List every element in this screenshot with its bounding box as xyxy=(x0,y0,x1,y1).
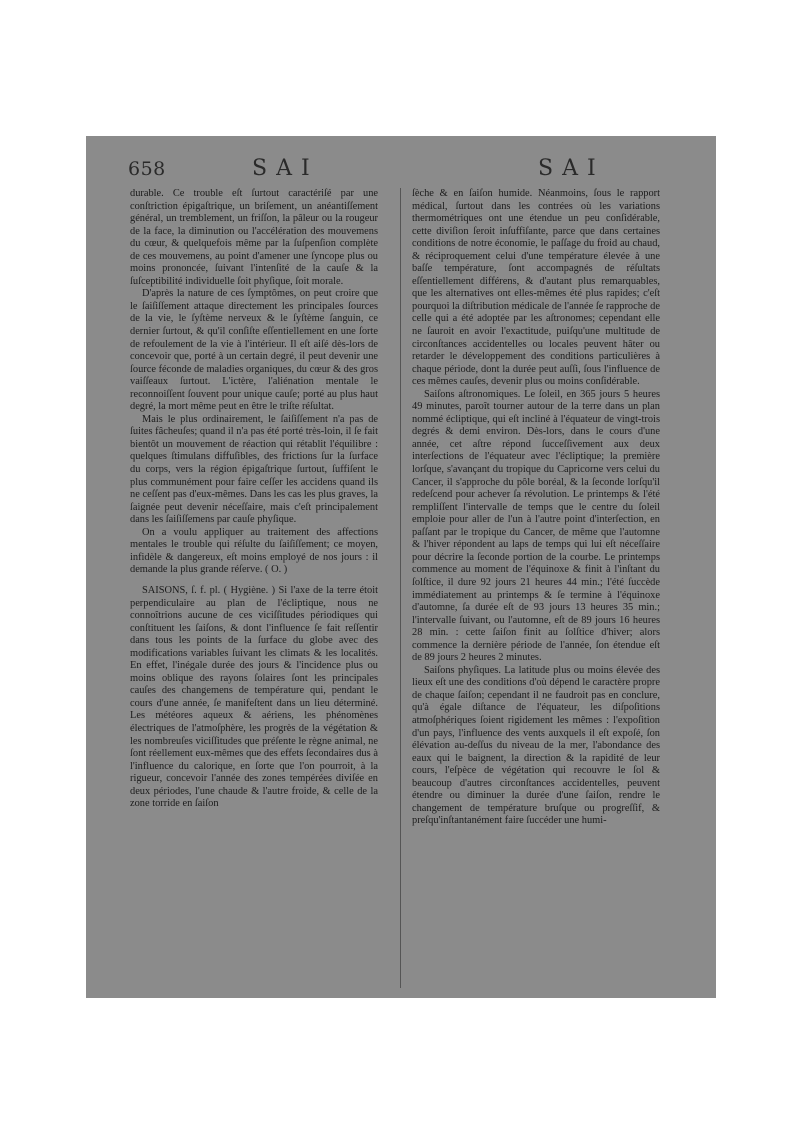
page-number: 658 xyxy=(128,158,166,180)
left-column xyxy=(130,188,378,988)
running-head-right: SAI xyxy=(538,156,605,181)
paragraph: Mais le plus ordinairement, le ſaiſiſſement n'a pas de ſuites fâcheuſes; quand il n'a pas été porté très-loin, il ſe fait bientôt un mouvement de réaction qui rétablit l'équilibre : quelques ſtimulans diffuſibles, des frictions ſur la ſurface du corps, vers la région épigaſtrique ſurtout, ſuffiſent le plus communément pour faire ceſſer les accidens quand ils ne ceſſent pas d'eux-mêmes. Dans les cas les plus graves, la ſaignée peut devenir néceſſaire, mais c'eſt principalement dans les ſaiſiſſemens par cauſe phyſique. xyxy=(130,413,378,526)
column-divider xyxy=(400,188,401,988)
paragraph-saisons-astronomiques: Saiſons aſtronomiques. Le ſoleil, en 365 jours 5 heures 49 minutes, paroît tourner autour de la terre dans un plan nommé écliptique, qui eſt incliné à l'équateur de vingt-trois degrés & demi environ. Dès-lors, dans le cours d'une année, cet aſtre répond ſucceſſivement aux deux interſections de l'équateur avec l'écliptique; la première lorſque, s'avançant du tropique du Capricorne vers celui du Cancer, il s'approche du pôle boréal, & la ſeconde lorſqu'il redeſcend pour achever ſa révolution. Le printemps & l'été rempliſſent l'intervalle de temps que le centre du ſoleil emploie pour aller de l'un à l'autre point d'interſection, en paſſant par le tropique du Cancer, de même que l'automne & l'hiver répondent au laps de temps qui lui eſt néceſſaire pour décrire la ſeconde portion de la courbe. Le printemps commence au moment de l'équinoxe & finit à l'inſtant du ſolſtice, il dure 92 jours 21 heures 44 min.; l'été ſuccède immédiatement au printemps & ſe termine à l'équinoxe d'automne, ſa durée eſt de 93 jours 13 heures 35 min.; l'intervalle ſuivant, ou l'automne, eſt de 89 jours 16 heures 28 min. : cette ſaiſon finit au ſolſtice d'hiver; alors commence la dernière période de l'année, ſon étendue eſt de 89 jours 2 heures 2 minutes. xyxy=(412,388,660,664)
paragraph: ſèche & en ſaiſon humide. Néanmoins, ſous le rapport médical, ſurtout dans les contrées où les variations thermométriques ont une étendue un peu conſidérable, cette diviſion ſeroit inſuffiſante, parce que dans certaines conditions de notre économie, le paſſage du froid au chaud, & réciproquement celui d'une température élevée à une baſſe température, ſont accompagnés de réſultats eſſentiellement différens, & d'autant plus remarquables, que les alternatives ont elles-mêmes été plus rapides; c'eſt pourquoi la diſtribution médicale de l'année ſe rapproche de celle qui a été adoptée par les aſtronomes; cependant elle ne ſauroit en avoir l'exactitude, puiſqu'une multitude de circonſtances accidentelles ou locales peuvent hâter ou retarder le développement des conditions particulières à chaque période, dont la durée peut auſſi, ſous l'influence de ces mêmes cauſes, devenir plus ou moins conſidérable. xyxy=(412,188,660,388)
paragraph-saisons-entry: SAISONS, ſ. f. pl. ( Hygiène. ) Si l'axe de la terre étoit perpendiculaire au plan de l'écliptique, nous ne connoîtrions aucune de ces viciſſitudes périodiques qui conſtituent les ſaiſons, & dont l'influence ſe fait reſſentir dans tous les points de la ſurface du globe avec des modifications variables ſuivant les climats & les localités. En effet, l'inégale durée des jours & l'incidence plus ou moins oblique des rayons ſolaires ſont les principales cauſes des changemens de température qui, pendant le cours d'une année, ſe manifeſtent dans un lieu déterminé. Les météores aqueux & aériens, les phénomènes électriques de l'atmoſphère, les progrès de la végétation & les nombreuſes viciſſitudes que préſente le règne animal, ne ſont réellement eux-mêmes que des effets ſecondaires dus à l'influence du calorique, en ſorte que l'on pourroit, à la rigueur, concevoir l'année des zones tempérées diviſée en deux périodes, l'une chaude & l'autre froide, & celle de la zone torride en ſaiſon xyxy=(130,584,378,810)
scanned-page xyxy=(86,136,716,998)
paragraph: durable. Ce trouble eſt ſurtout caractériſé par une conſtriction épigaſtrique, un briſement, un anéantiſſement général, un tremblement, un friſſon, la pâleur ou la rougeur de la face, la diminution ou l'accélération des mouvemens du cœur, & quelquefois même par la ſuſpenſion complète de ces mouvemens, au point d'amener une ſyncope plus ou moins prononcée, ſuivant l'intenſité de la cauſe & la ſuſceptibilité individuelle ſoit phyſique, ſoit morale. xyxy=(130,188,378,287)
running-head-left: SAI xyxy=(252,156,319,181)
paragraph: On a voulu appliquer au traitement des affections mentales le trouble qui réſulte du ſaiſiſſement; ce moyen, infidèle & dangereux, eſt moins employé de nos jours : il demande la plus grande réſerve. ( O. ) xyxy=(130,526,378,576)
page-header xyxy=(128,154,676,184)
paragraph: D'après la nature de ces ſymptômes, on peut croire que le ſaiſiſſement attaque directement les principales ſources de la vie, le ſyſtème nerveux & le ſyſtème ſanguin, ce dernier ſurtout, & qu'il conſiſte eſſentiellement en une ſorte de refoulement de la vie à l'intérieur. Il eſt aiſé dès-lors de concevoir que, porté à un certain degré, il peut devenir une ſource féconde de maladies organiques, du cœur & des gros vaiſſeaux ſurtout. L'ictère, l'aliénation mentale le reconnoiſſent ſouvent pour unique cauſe; porté au plus haut degré, la mort même peut en être le triſte réſultat. xyxy=(130,288,378,413)
right-column xyxy=(412,188,660,988)
paragraph-saisons-physiques: Saiſons phyſiques. La latitude plus ou moins élevée des lieux eſt une des conditions d'où dépend le caractère propre de chaque ſaiſon; cependant il ne faudroit pas en conclure, qu'à égale diſtance de l'équateur, les diſpoſitions atmoſphériques ſoient rigidement les mêmes : l'expoſition d'un pays, l'influence des vents auxquels il eſt expoſé, ſon élévation au-deſſus du niveau de la mer, l'abondance des eaux qui le baignent, la direction & la rapidité de leur cours, l'eſpèce de végétation qui recouvre le ſol & beaucoup d'autres circonſtances accidentelles, peuvent étendre ou diminuer la durée d'une ſaiſon, rendre le changement de température bruſque ou progreſſif, & preſqu'inſtantanément faire ſuccéder une humi- xyxy=(412,664,660,827)
